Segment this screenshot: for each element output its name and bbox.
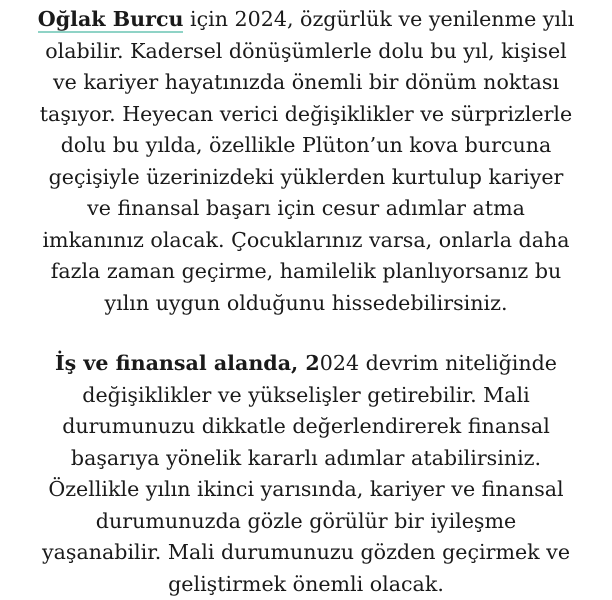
paragraph-line: imkanınız olacak. Çocuklarınız varsa, onlarla daha	[0, 225, 612, 257]
paragraph-line: durumunuzda gözle görülür bir iyileşme	[0, 506, 612, 538]
paragraph-line: taşıyor. Heyecan verici değişiklikler ve sürprizlerle	[0, 99, 612, 131]
paragraph-line: fazla zaman geçirme, hamilelik planlıyorsanız bu	[0, 256, 612, 288]
paragraph-line: durumunuzu dikkatle değerlendirerek finansal	[0, 411, 612, 443]
paragraph-line: ve kariyer hayatınızda önemli bir dönüm noktası	[0, 67, 612, 99]
paragraph-line: yaşanabilir. Mali durumunuzu gözden geçirmek ve	[0, 537, 612, 569]
finance-heading-bold: İş ve finansal alanda, 2	[55, 351, 320, 375]
paragraph-line	[0, 4, 612, 36]
paragraph-line: geliştirmek önemli olacak.	[0, 569, 612, 600]
paragraph-line	[0, 348, 612, 380]
paragraph-oglak-2024	[0, 4, 612, 319]
oglak-burcu-link[interactable]: Oğlak Burcu	[38, 7, 184, 33]
paragraph-line: başarıya yönelik kararlı adımlar atabilirsiniz.	[0, 443, 612, 475]
paragraph-line: değişiklikler ve yükselişler getirebilir. Mali	[0, 380, 612, 412]
line-text: için 2024, özgürlük ve yenilenme yılı	[183, 7, 574, 31]
paragraph-finance	[0, 348, 612, 600]
line-text: 024 devrim niteliğinde	[320, 351, 557, 375]
paragraph-line: olabilir. Kadersel dönüşümlerle dolu bu yıl, kişisel	[0, 36, 612, 68]
paragraph-line: Özellikle yılın ikinci yarısında, kariyer ve finansal	[0, 474, 612, 506]
paragraph-line: geçişiyle üzerinizdeki yüklerden kurtulup kariyer	[0, 162, 612, 194]
paragraph-line: yılın uygun olduğunu hissedebilirsiniz.	[0, 288, 612, 320]
paragraph-line: ve finansal başarı için cesur adımlar atma	[0, 193, 612, 225]
paragraph-line: dolu bu yılda, özellikle Plüton’un kova burcuna	[0, 130, 612, 162]
